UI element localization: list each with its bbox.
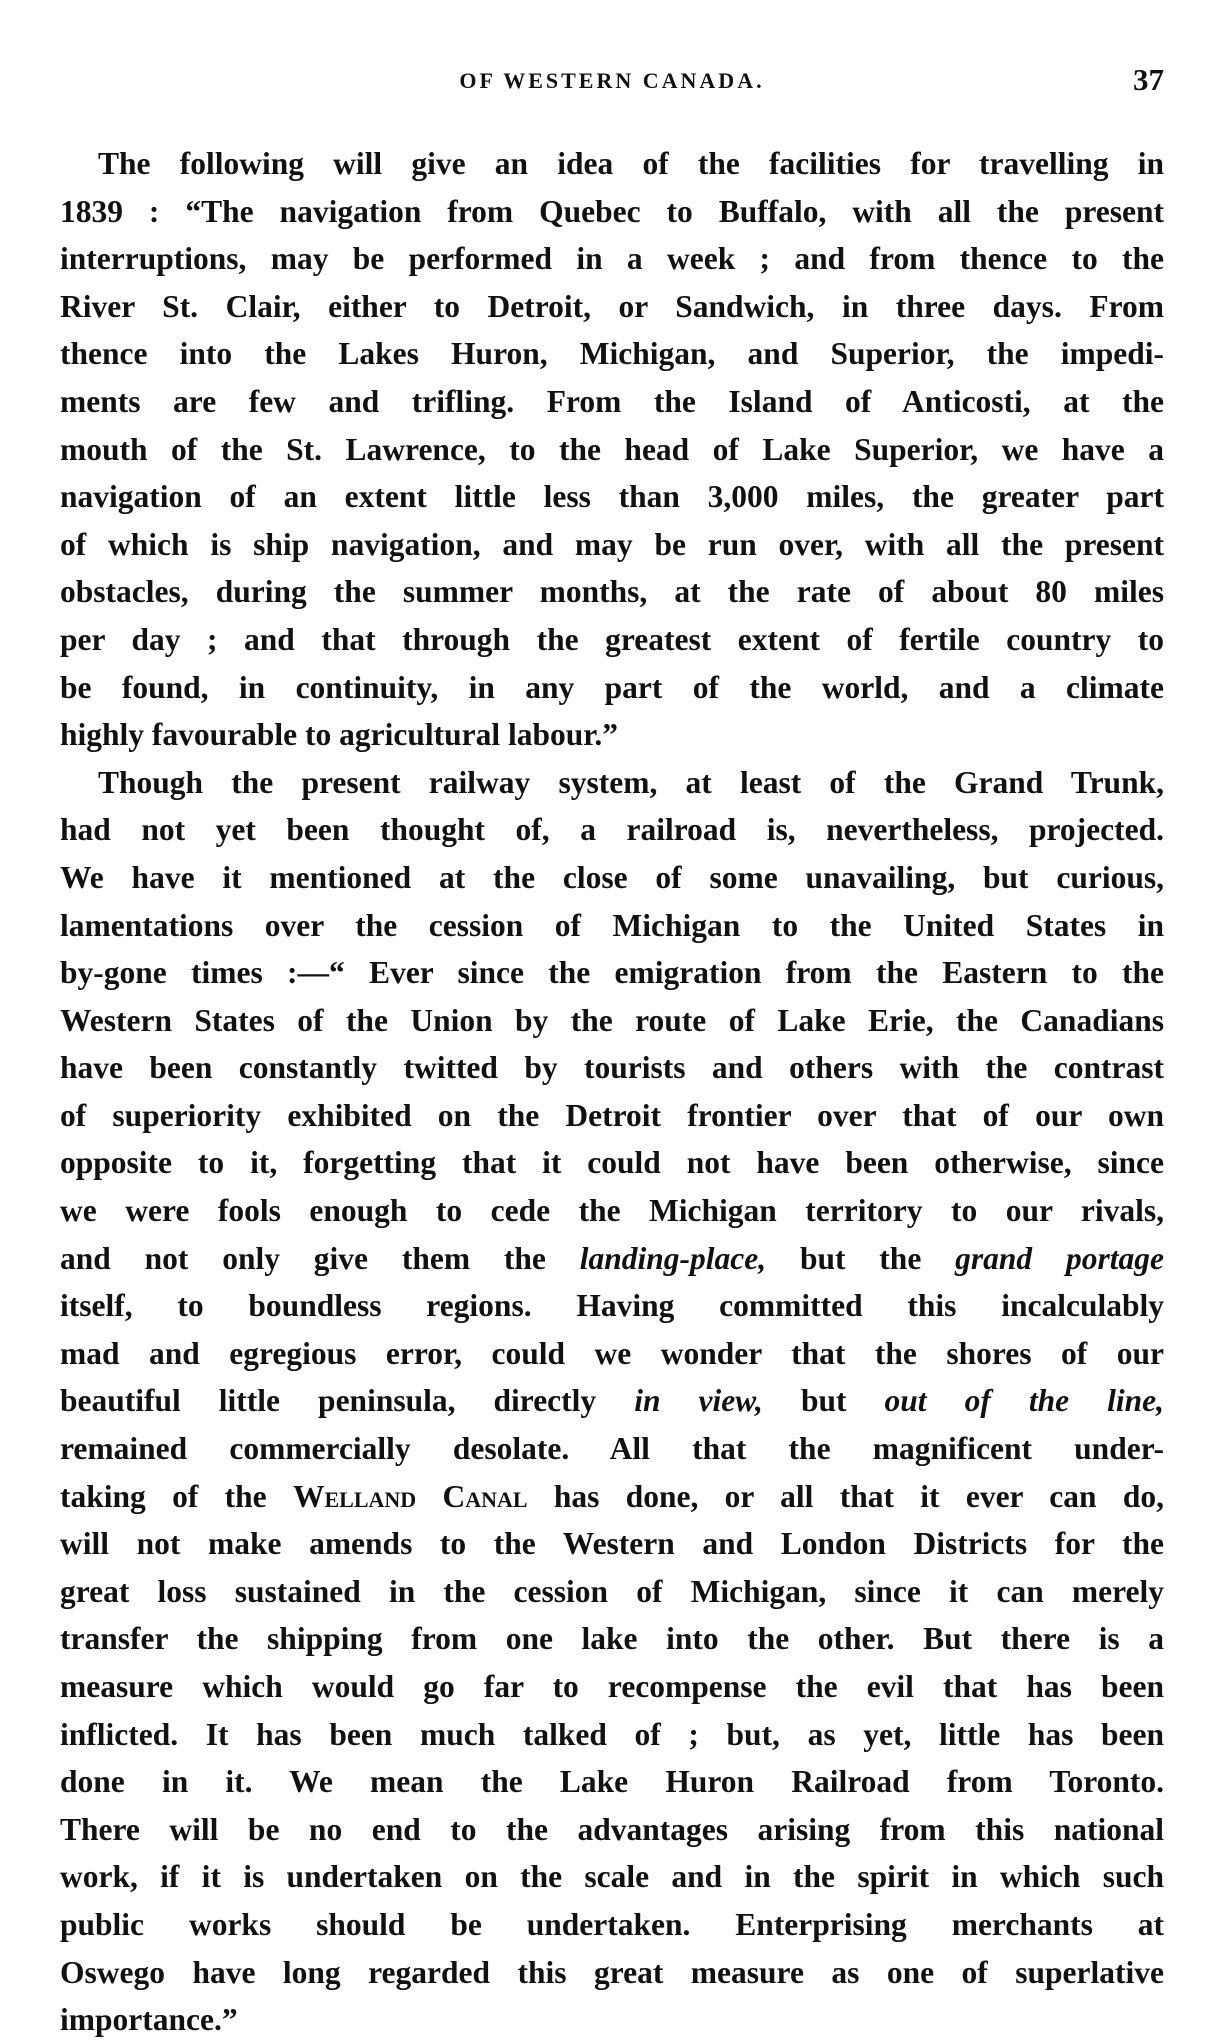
text-line: The following will give an idea of the facilities for travelling in xyxy=(98,146,1164,181)
smallcaps-run: Welland Canal xyxy=(292,1478,528,1514)
text-run: but xyxy=(762,1383,885,1419)
text-line: public works should be undertaken. Enterprising merchants at xyxy=(60,1906,1164,1942)
text-line: River St. Clair, either to Detroit, or Sandwich, in three days. From xyxy=(60,288,1164,324)
text-run: and not only give them the xyxy=(60,1240,580,1276)
text-line: remained commercially desolate. All that the magnificent under- xyxy=(60,1431,1164,1467)
text-line-italic xyxy=(60,1235,1164,1283)
text-line: by-gone times :—“ Ever since the emigration from the Eastern to the xyxy=(60,955,1164,991)
text-line-italic xyxy=(60,1377,1164,1425)
text-run: but the xyxy=(766,1240,956,1276)
text-line: lamentations over the cession of Michigan to the United States in xyxy=(60,907,1164,943)
text-line: 1839 : “The navigation from Quebec to Buffalo, with all the present xyxy=(60,193,1164,229)
page-number: 37 xyxy=(1133,62,1164,97)
text-line: mouth of the St. Lawrence, to the head of Lake Superior, we have a xyxy=(60,431,1164,467)
italic-run: grand portage xyxy=(955,1240,1164,1276)
text-line: Western States of the Union by the route of Lake Erie, the Canadians xyxy=(60,1002,1164,1038)
text-line: highly favourable to agricultural labour.” xyxy=(60,717,619,753)
text-line: measure which would go far to recompense the evil that has been xyxy=(60,1669,1164,1704)
text-line: be found, in continuity, in any part of the world, and a climate xyxy=(60,669,1164,705)
text-line: had not yet been thought of, a railroad is, nevertheless, projected. xyxy=(60,812,1164,848)
text-run: has done, or all that it ever can do, xyxy=(527,1478,1164,1514)
text-line: great loss sustained in the cession of Michigan, since it can merely xyxy=(60,1573,1164,1609)
text-line: work, if it is undertaken on the scale and in the spirit in which such xyxy=(60,1859,1164,1895)
text-line: of superiority exhibited on the Detroit frontier over that of our own xyxy=(60,1097,1164,1133)
text-line: navigation of an extent little less than 3,000 miles, the greater part xyxy=(60,479,1164,515)
text-line: Though the present railway system, at least of the Grand Trunk, xyxy=(98,764,1164,800)
text-line: of which is ship navigation, and may be run over, with all the present xyxy=(60,526,1164,562)
text-line-smallcaps xyxy=(60,1473,1164,1521)
text-line: will not make amends to the Western and London Districts for the xyxy=(60,1526,1164,1562)
text-line: transfer the shipping from one lake into the other. But there is a xyxy=(60,1621,1164,1657)
text-line: importance.” xyxy=(60,2002,238,2038)
text-line: opposite to it, forgetting that it could not have been otherwise, since xyxy=(60,1145,1164,1181)
body-text xyxy=(60,140,1164,2044)
text-line: obstacles, during the summer months, at the rate of about 80 miles xyxy=(60,574,1164,610)
text-line: mad and egregious error, could we wonder that the shores of our xyxy=(60,1335,1164,1371)
text-line: Oswego have long regarded this great measure as one of superlative xyxy=(60,1954,1164,1990)
text-line: done in it. We mean the Lake Huron Railroad from Toronto. xyxy=(60,1764,1164,1800)
running-head: OF WESTERN CANADA. xyxy=(459,68,765,93)
page-header xyxy=(60,62,1164,102)
text-run: taking of the xyxy=(60,1478,293,1514)
italic-run: out of the line, xyxy=(884,1383,1164,1419)
italic-run: landing-place, xyxy=(579,1240,767,1276)
text-line: ments are few and trifling. From the Island of Anticosti, at the xyxy=(60,383,1164,419)
text-line: We have it mentioned at the close of some unavailing, but curious, xyxy=(60,859,1164,895)
text-line: have been constantly twitted by tourists and others with the contrast xyxy=(60,1050,1164,1086)
italic-run: in view, xyxy=(634,1383,763,1419)
text-line: per day ; and that through the greatest extent of fertile country to xyxy=(60,621,1164,657)
text-line: itself, to boundless regions. Having committed this incalculably xyxy=(60,1288,1164,1324)
text-line: inflicted. It has been much talked of ; but, as yet, little has been xyxy=(60,1716,1164,1752)
text-line: thence into the Lakes Huron, Michigan, and Superior, the impedi- xyxy=(60,336,1164,372)
text-run: beautiful little peninsula, directly xyxy=(60,1383,635,1419)
text-line: we were fools enough to cede the Michigan territory to our rivals, xyxy=(60,1193,1164,1229)
text-line: There will be no end to the advantages arising from this national xyxy=(60,1811,1164,1847)
text-line: interruptions, may be performed in a week ; and from thence to the xyxy=(60,241,1164,277)
